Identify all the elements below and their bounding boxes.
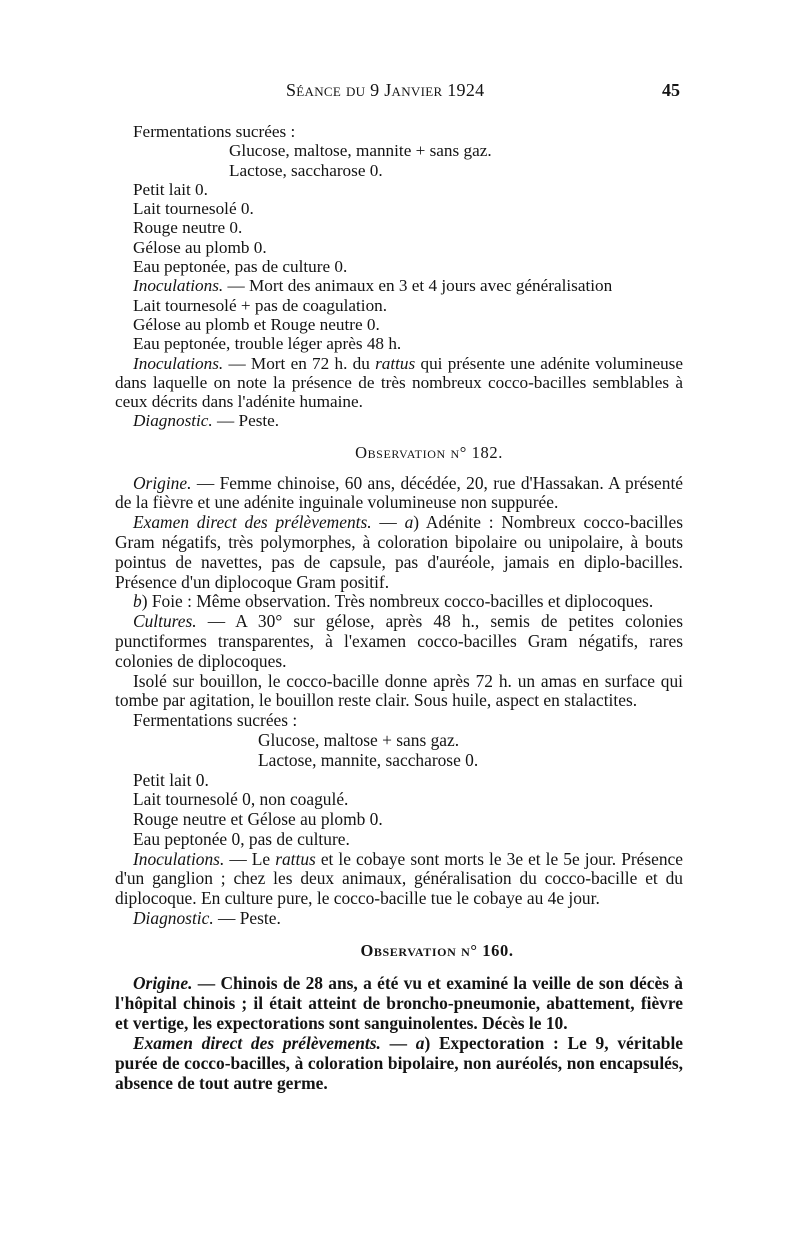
diagnostic-label: Diagnostic.	[133, 411, 213, 431]
cultures-paragraph	[115, 612, 683, 671]
examen-dash: —	[380, 1032, 416, 1053]
cultures-text: — A 30° sur gélose, après 48 h., semis de petites colonies punctiformes transparentes, à l'examen cocco-bacilles Gram négatifs, rares colonies de diplocoques.	[115, 611, 683, 671]
diagnostic-paragraph	[115, 909, 683, 929]
origine-text: — Femme chinoise, 60 ans, décédée, 20, rue d'Hassakan. A présenté de la fièvre et une adénite inguinale volumineuse non suppurée.	[115, 472, 683, 513]
foie-paragraph	[115, 592, 683, 612]
origine-text: — Chinois de 28 ans, a été vu et examiné la veille de son décès à l'hôpital chinois ; il était atteint de broncho-pneumonie, abattement, fièvre et vertige, les expectorations sont sanguinolentes. Décès le 10.	[115, 972, 683, 1033]
examen-text: ) Expectoration : Le 9, véritable purée de cocco-bacilles, à coloration bipolaire, non auréolés, non encapsulés, absence de tout autre germe.	[115, 1032, 683, 1093]
inoculations-text: et le cobaye sont morts le 3e et le 5e jour. Présence d'un ganglion ; chez les deux animaux, généralisation du cocco-bacille et du diplocoque. En culture pure, le cocco-bacille tue le cobaye au 4e jour.	[115, 848, 683, 909]
cultures-label: Cultures.	[133, 611, 197, 632]
test-line: Eau peptonée, trouble léger après 48 h.	[133, 334, 402, 354]
fermentations-line: Glucose, maltose, mannite + sans gaz.	[229, 141, 492, 161]
test-line: Gélose au plomb et Rouge neutre 0.	[133, 314, 380, 334]
origine-paragraph	[115, 474, 683, 514]
observation-heading: Observation n° 182.	[355, 442, 503, 462]
page-number: 45	[662, 80, 680, 100]
test-line: Lait tournesolé 0, non coagulé.	[133, 789, 349, 810]
examen-dash: —	[371, 512, 405, 533]
test-line: Eau peptonée 0, pas de culture.	[133, 828, 350, 849]
test-line: Rouge neutre et Gélose au plomb 0.	[133, 809, 383, 830]
observation-heading: Observation n° 160.	[360, 940, 514, 960]
fermentations-line: Lactose, mannite, saccharose 0.	[258, 749, 479, 770]
diagnostic-text: — Peste.	[212, 411, 280, 431]
origine-label: Origine.	[133, 472, 192, 493]
rattus-term: rattus	[375, 353, 416, 373]
inoculations-text: — Le	[224, 848, 276, 869]
examen-label: Examen direct des prélèvements.	[133, 512, 372, 533]
inoculations-text: — Mort des animaux en 3 et 4 jours avec généralisation	[223, 276, 613, 296]
test-line: Petit lait 0.	[133, 769, 209, 790]
observation-182	[115, 443, 683, 929]
test-line: Lait tournesolé 0.	[133, 199, 254, 219]
examen-marker: a	[415, 1032, 425, 1053]
page-header	[0, 80, 800, 110]
origine-label: Origine.	[133, 972, 193, 993]
diagnostic-text: — Peste.	[213, 908, 281, 929]
test-line: Rouge neutre 0.	[133, 218, 243, 238]
inoculations-paragraph	[115, 850, 683, 909]
page-body	[115, 122, 683, 1093]
inoculations-label: Inoculations.	[133, 848, 225, 869]
inoculations-label: Inoculations.	[133, 353, 224, 373]
examen-label: Examen direct des prélèvements.	[133, 1032, 381, 1053]
fermentations-line: Glucose, maltose + sans gaz.	[258, 729, 460, 750]
test-line: Lait tournesolé + pas de coagulation.	[133, 295, 388, 315]
inoculations-label: Inoculations.	[133, 276, 224, 296]
test-line: Petit lait 0.	[133, 179, 208, 199]
examen-paragraph	[115, 513, 683, 592]
fermentations-label: Fermentations sucrées :	[133, 710, 298, 731]
isole-paragraph: Isolé sur bouillon, le cocco-bacille donne après 72 h. un amas en surface qui tombe par agitation, le bouillon reste clair. Sous huile, aspect en stalactites.	[115, 670, 683, 711]
examen-paragraph	[115, 1033, 683, 1093]
foie-text: ) Foie : Même observation. Très nombreux cocco-bacilles et diplocoques.	[141, 591, 654, 612]
examen-text: ) Adénite : Nombreux cocco-bacilles Gram négatifs, très polymorphes, à coloration bipolaire ou unipolaire, à bouts pointus de navettes, pas de capsule, pas d'auréole, jamais en diplo-bacilles. Présence d'un diplocoque Gram positif.	[115, 512, 683, 592]
inoculations-paragraph	[115, 276, 683, 295]
test-line: Gélose au plomb 0.	[133, 237, 267, 257]
inoculations-text: qui présente une adénite volumineuse dans laquelle on note la présence de très nombreux cocco-bacilles semblables à ceux décrits dans l'adénite humaine.	[115, 353, 683, 412]
rattus-term: rattus	[275, 848, 316, 869]
diagnostic-paragraph	[115, 411, 683, 430]
foie-marker: b	[133, 591, 142, 612]
observation-160	[115, 941, 683, 1093]
inoculations-paragraph	[115, 354, 683, 412]
examen-marker: a	[404, 512, 414, 533]
running-head: Séance du 9 Janvier 1924	[286, 80, 485, 100]
origine-paragraph	[115, 973, 683, 1033]
fermentations-label: Fermentations sucrées :	[133, 122, 296, 141]
diagnostic-label: Diagnostic.	[133, 908, 214, 929]
inoculations-text: — Mort en 72 h. du	[223, 353, 376, 373]
test-line: Eau peptonée, pas de culture 0.	[133, 257, 348, 277]
fermentations-line: Lactose, saccharose 0.	[229, 160, 383, 180]
